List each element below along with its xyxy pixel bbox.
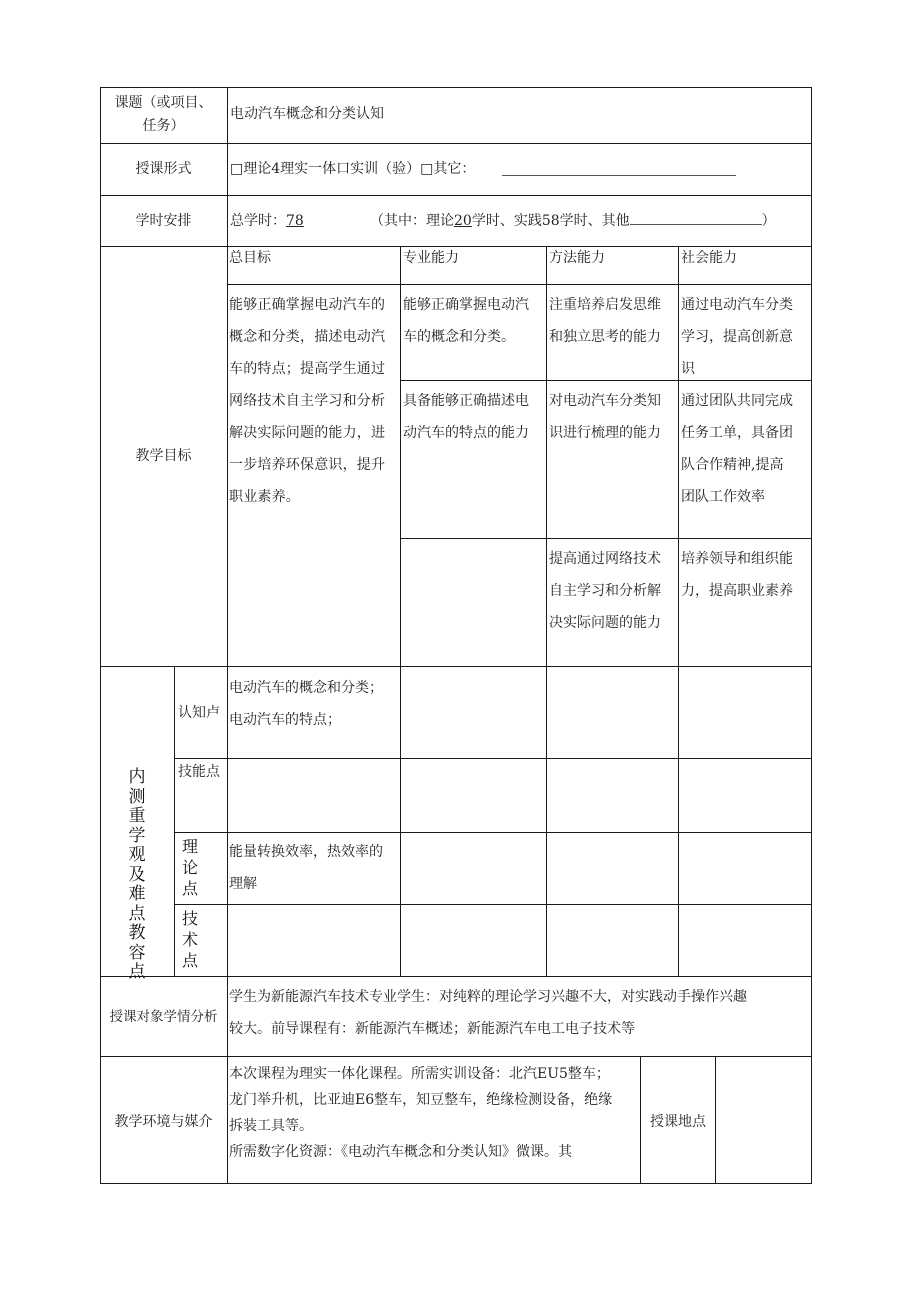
text-line: 识进行梳理的能力: [549, 425, 661, 441]
header-method: 方法能力: [549, 250, 605, 266]
learners-analysis: [229, 981, 747, 1045]
hours-total-value: 78: [286, 213, 304, 229]
objective-social-3: [681, 543, 793, 607]
topic-label-line: 课题（或项目、: [114, 95, 213, 111]
text-line: 具备能够正确描述电: [403, 393, 529, 409]
objective-social-2: [681, 385, 793, 513]
rule: [811, 87, 812, 1184]
form-label: 授课形式: [135, 161, 192, 177]
rule: [546, 246, 547, 976]
objective-method-3: [549, 543, 661, 639]
text-line: 自主学习和分析解: [549, 583, 661, 599]
text-line: 动汽车的特点的能力: [403, 425, 529, 441]
hours-breakdown-end: ）: [761, 213, 776, 229]
objective-method-2: [549, 385, 661, 449]
theory-label: 理论点: [181, 837, 198, 898]
text-line: 龙门举升机，比亚迪E6整车，知豆整车，绝缘检测设备，绝缘: [229, 1092, 613, 1108]
text-line: 所需数字化资源：《电动汽车概念和分类认知》微课。其: [229, 1144, 572, 1160]
rule: [228, 284, 812, 285]
rule: [174, 758, 812, 759]
text-line: 团队工作效率: [681, 489, 765, 505]
text-line: 提高通过网络技术: [549, 551, 661, 567]
text-line: 车的概念和分类。: [403, 329, 515, 345]
text-line: 能量转换效率，热效率的: [229, 844, 383, 860]
content-vertical-label: 内测重学观及难点教容点: [128, 767, 146, 982]
topic-label: [100, 92, 227, 138]
rule: [100, 195, 812, 196]
rule: [174, 832, 812, 833]
text-line: 解决实际问题的能力，进: [229, 425, 386, 441]
venue-label: 授课地点: [650, 1114, 706, 1130]
objective-social-1: [681, 289, 793, 385]
cognitive-label: 认知卢: [178, 705, 220, 721]
hours-theory-value: 20: [454, 213, 472, 229]
text-line: 学习，提高创新意: [681, 329, 793, 345]
rule: [174, 904, 812, 905]
objectives-label: 教学目标: [135, 448, 192, 464]
objective-professional-2: [403, 385, 529, 449]
text-line: 任务工单，具备团: [681, 425, 793, 441]
rule: [227, 87, 228, 1184]
header-professional: 专业能力: [403, 250, 459, 266]
rule: [174, 666, 175, 976]
rule: [715, 1056, 716, 1184]
topic-label-line: 任务）: [142, 118, 185, 134]
text-line: 学生为新能源汽车技术专业学生：对纯粹的理论学习兴趣不大，对实践动手操作兴趣: [229, 989, 747, 1005]
hours-total: [230, 205, 304, 237]
skill-label: 技能点: [178, 764, 220, 780]
rule: [100, 143, 812, 144]
header-overall: 总目标: [229, 250, 271, 266]
text-line: 一步培养环保意识，提升: [229, 457, 386, 473]
text-line: 通过团队共同完成: [681, 393, 793, 409]
topic-value: 电动汽车概念和分类认知: [230, 106, 384, 122]
text-line: 职业素养。: [229, 489, 300, 505]
rule: [400, 538, 812, 539]
environment-content: [229, 1061, 612, 1165]
learners-label: 授课对象学情分析: [109, 1009, 218, 1025]
hours-breakdown-mid: 学时、实践58学时、其他: [471, 213, 630, 229]
objective-overall: [229, 289, 385, 513]
text-line: 队合作精神,提高: [681, 457, 784, 473]
text-line: 力，提高职业素养: [681, 583, 793, 599]
rule: [100, 666, 812, 667]
text-line: 识: [681, 361, 695, 377]
text-line: 网络技术自主学习和分析: [229, 393, 386, 409]
theory-content: [229, 836, 383, 900]
text-line: 培养领导和组织能: [681, 551, 793, 567]
text-line: 较大。前导课程有：新能源汽车概述；新能源汽车电工电子技术等: [229, 1021, 635, 1037]
text-line: 理解: [229, 876, 257, 892]
rule: [678, 246, 679, 976]
hours-label: 学时安排: [135, 213, 192, 229]
text-line: 车的特点；提高学生通过: [229, 361, 386, 377]
rule: [100, 1056, 812, 1057]
text-line: 决实际问题的能力: [549, 615, 661, 631]
rule: [100, 87, 812, 88]
form-value: □理论4理实一体口实训（验）□其它：: [230, 161, 476, 177]
objective-method-1: [549, 289, 661, 353]
text-line: 概念和分类，描述电动汽: [229, 329, 386, 345]
text-line: 注重培养启发思维: [549, 297, 661, 313]
environment-label: 教学环境与媒介: [114, 1114, 213, 1130]
cognitive-content: [229, 672, 383, 736]
rule: [100, 976, 812, 977]
objective-professional-1: [403, 289, 529, 353]
technique-label: 技术点: [181, 909, 198, 970]
hours-breakdown-pre: （其中：理论: [370, 213, 454, 229]
rule: [400, 246, 401, 976]
hours-other-blank: [630, 210, 762, 225]
text-line: 能够正确掌握电动汽: [403, 297, 529, 313]
hours-breakdown: [370, 205, 776, 237]
text-line: 对电动汽车分类知: [549, 393, 661, 409]
text-line: 电动汽车的概念和分类；: [229, 680, 383, 696]
text-line: 通过电动汽车分类: [681, 297, 793, 313]
header-social: 社会能力: [681, 250, 737, 266]
rule: [100, 1183, 812, 1184]
hours-total-label: 总学时：: [230, 213, 286, 229]
text-line: 电动汽车的特点；: [229, 712, 341, 728]
text-line: 本次课程为理实一体化课程。所需实训设备：北汽EU5整车；: [229, 1066, 610, 1082]
form-blank-underline: [502, 175, 736, 176]
text-line: 和独立思考的能力: [549, 329, 661, 345]
text-line: 拆装工具等。: [229, 1118, 313, 1134]
text-line: 能够正确掌握电动汽车的: [229, 297, 386, 313]
